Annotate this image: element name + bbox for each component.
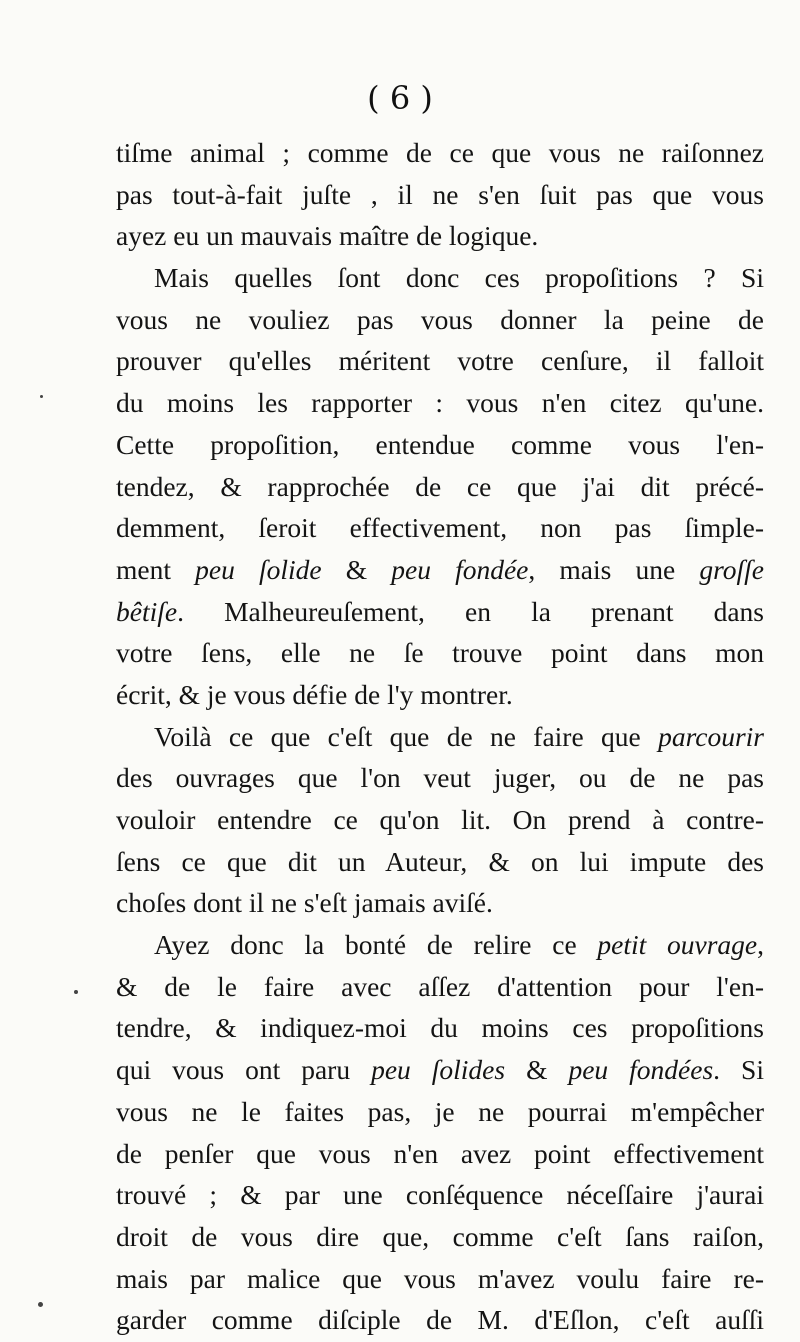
text-line xyxy=(116,716,764,758)
text-segment: tendez, & rapprochée de ce que j'ai dit précé- xyxy=(116,470,764,502)
italic-text: petit ouvrage xyxy=(597,929,758,961)
text-line xyxy=(116,549,764,591)
text-line xyxy=(116,757,764,799)
text-segment: droit de vous dire que, comme c'eſt ſans raiſon, xyxy=(116,1220,764,1252)
text-segment: prouver qu'elles méritent votre cenſure, il falloit xyxy=(116,345,764,377)
text-line xyxy=(116,215,764,257)
text-segment: des ouvrages que l'on veut juger, ou de ne pas xyxy=(116,762,764,794)
body-text xyxy=(116,132,764,1341)
text-line xyxy=(116,966,764,1008)
text-line xyxy=(116,132,764,174)
text-line xyxy=(116,340,764,382)
text-line xyxy=(116,257,764,299)
text-line xyxy=(116,299,764,341)
text-line xyxy=(116,174,764,216)
text-segment: vous ne le faites pas, je ne pourrai m'empêcher xyxy=(116,1095,764,1127)
text-line xyxy=(116,674,764,716)
text-line xyxy=(116,382,764,424)
text-segment: pas tout-à-fait juſte , il ne s'en ſuit pas que vous xyxy=(116,178,764,210)
text-segment: qui vous ont paru xyxy=(116,1054,372,1086)
text-line xyxy=(116,1007,764,1049)
text-line xyxy=(116,466,764,508)
text-line xyxy=(116,1216,764,1258)
italic-text: peu ſolide xyxy=(195,553,322,585)
text-segment: choſes dont il ne s'eſt jamais aviſé. xyxy=(116,887,493,919)
page-number: ( 6 ) xyxy=(367,79,433,117)
text-segment: votre ſens, elle ne ſe trouve point dans mon xyxy=(116,637,764,669)
italic-text: groſſe xyxy=(699,553,764,585)
text-line xyxy=(116,507,764,549)
text-line xyxy=(116,1258,764,1300)
text-line xyxy=(116,1049,764,1091)
text-segment: tendre, & indiquez-moi du moins ces propoſitions xyxy=(116,1012,764,1044)
text-segment: ment xyxy=(116,553,196,585)
text-segment: ayez eu un mauvais maître de logique. xyxy=(116,220,539,252)
text-segment: . Malheureuſement, en la prenant dans xyxy=(177,595,764,627)
text-segment: ſens ce que dit un Auteur, & on lui impute des xyxy=(116,845,764,877)
italic-text: parcourir xyxy=(658,720,764,752)
text-segment: Mais quelles ſont donc ces propoſitions ? Si xyxy=(154,262,764,294)
text-segment: du moins les rapporter : vous n'en citez qu'une. xyxy=(116,387,764,419)
text-segment: . Si xyxy=(713,1054,764,1086)
text-segment: & de le faire avec aſſez d'attention pour l'en- xyxy=(116,970,764,1002)
text-line xyxy=(116,632,764,674)
text-line xyxy=(116,1133,764,1175)
text-segment: garder comme diſciple de M. d'Eſlon, c'eſt auſſi xyxy=(116,1304,764,1336)
italic-text: bêtiſe xyxy=(116,595,178,627)
text-segment: vous ne vouliez pas vous donner la peine de xyxy=(116,303,764,335)
text-line xyxy=(116,591,764,633)
italic-text: peu fondées xyxy=(568,1054,714,1086)
text-segment: trouvé ; & par une conſéquence néceſſaire j'aurai xyxy=(116,1179,764,1211)
text-segment: de penſer que vous n'en avez point effectivement xyxy=(116,1137,764,1169)
ink-speck xyxy=(38,1302,43,1307)
text-segment: mais par malice que vous m'avez voulu faire re- xyxy=(116,1262,764,1294)
text-segment: & xyxy=(505,1054,569,1086)
text-line xyxy=(116,924,764,966)
text-segment: tiſme animal ; comme de ce que vous ne raiſonnez xyxy=(116,137,764,168)
text-segment: Ayez donc la bonté de relire ce xyxy=(154,929,598,961)
text-segment: vouloir entendre ce qu'on lit. On prend à contre- xyxy=(116,804,764,835)
text-segment: , mais une xyxy=(528,553,700,585)
italic-text: peu fondée xyxy=(391,553,529,585)
text-segment: , xyxy=(757,929,764,961)
text-segment: demment, ſeroit effectivement, non pas ſimple- xyxy=(116,512,764,544)
ink-speck xyxy=(74,990,78,994)
text-line xyxy=(116,424,764,466)
text-segment: & xyxy=(321,553,392,585)
text-line xyxy=(116,1299,764,1341)
text-line xyxy=(116,1091,764,1133)
text-line xyxy=(116,1174,764,1216)
italic-text: peu ſolides xyxy=(371,1054,506,1086)
text-line xyxy=(116,882,764,924)
text-line xyxy=(116,841,764,883)
ink-speck xyxy=(40,395,43,398)
text-segment: Voilà ce que c'eſt que de ne faire que xyxy=(154,720,659,752)
text-line xyxy=(116,799,764,841)
text-segment: Cette propoſition, entendue comme vous l'en- xyxy=(116,428,764,460)
text-segment: écrit, & je vous défie de l'y montrer. xyxy=(116,678,513,710)
